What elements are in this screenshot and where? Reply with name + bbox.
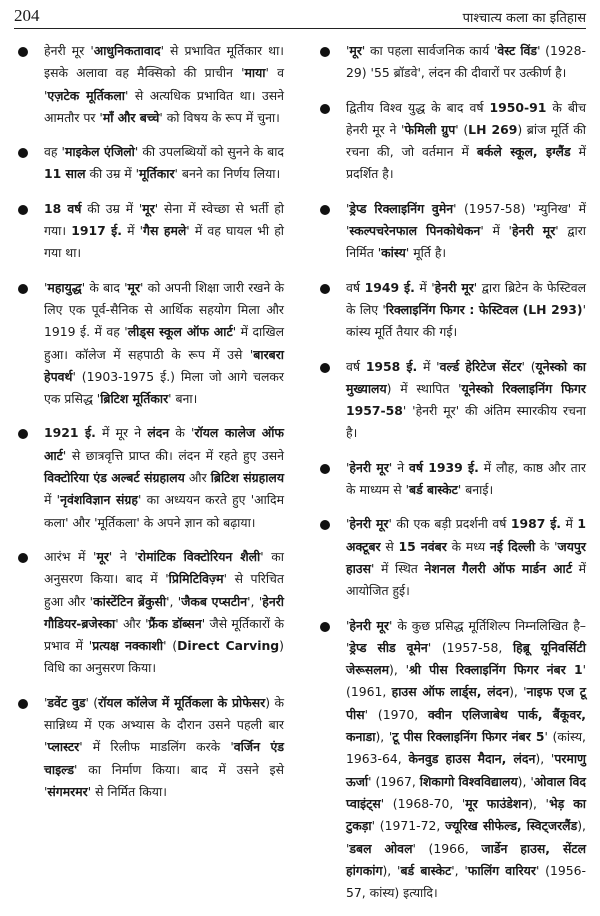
- body-text: ' (: [85, 694, 99, 710]
- bold-text: नई दिल्ली: [489, 538, 536, 554]
- bullet-item: [12, 198, 284, 265]
- bold-text: 1950-91: [489, 99, 547, 115]
- bold-text: डबल ओवल: [349, 840, 413, 856]
- body-text: ' का पहला सार्वजनिक कार्य ': [361, 43, 498, 58]
- bold-text: मूर: [349, 43, 362, 58]
- body-text: ' में स्थित: [370, 560, 425, 576]
- bullet-item: [12, 422, 284, 533]
- body-text: ' को विषय के रूप में चुना।: [159, 109, 280, 125]
- bold-text: कांस्टेंटिन ब्रेंकुसी: [93, 593, 167, 609]
- body-text: ), ': [528, 795, 549, 811]
- body-text: ' से निर्मित किया।: [87, 783, 167, 799]
- body-text: ': [346, 200, 350, 216]
- bold-text: नेशनल गैलरी ऑफ मार्डन आर्ट: [424, 560, 572, 576]
- bold-text: LH 269: [468, 121, 518, 137]
- body-text: ' सेना में स्वेच्छा से भर्ती हो गया।: [44, 200, 285, 239]
- body-text: और: [184, 470, 211, 486]
- body-text: ' में दाखिल हुआ। कॉलेज में सहपाठी के रूप में उसे ': [44, 324, 284, 362]
- body-text: ' से अत्यधिक प्रभावित था। उसने आमतौर पर ': [44, 87, 284, 125]
- bullet-dot-icon: [18, 47, 28, 57]
- body-text: ' के कुछ प्रसिद्ध मूर्तिशिल्प निम्नलिखित है– ': [346, 617, 586, 655]
- body-text: ' जैसे मूर्तिकारों के प्रभाव में ': [44, 615, 284, 654]
- bold-text: मूर फाउंडेशन: [465, 795, 529, 811]
- bullet-dot-icon: [320, 520, 330, 530]
- body-text: ', ': [451, 862, 468, 878]
- body-text: ' (1966,: [412, 840, 482, 856]
- right-column: [314, 40, 586, 916]
- running-title: पाश्चात्य कला का इतिहास: [462, 11, 586, 26]
- bullet-dot-icon: [320, 47, 330, 57]
- bold-text: क्वीन एलिजाबेथ पार्क, बैंकूवर, कनाडा: [346, 706, 586, 745]
- bold-text: भेड़ का टुकड़ा: [346, 795, 586, 834]
- body-text: ': [346, 43, 350, 58]
- bold-text: माया: [244, 65, 266, 81]
- body-text: ), ': [535, 751, 555, 767]
- bold-text: ओवाल विद प्वाइंट्स: [346, 773, 586, 811]
- body-text: ' द्वारा निर्मित ': [346, 223, 586, 261]
- bullet-item: [12, 141, 284, 186]
- body-text: ' मूर्ति है।: [405, 245, 447, 261]
- bold-text: माँ और बच्चे: [102, 109, 160, 125]
- bold-text: टू पीस रिक्लाइनिंग फिगर नंबर 5: [392, 729, 545, 745]
- bold-text: बर्ड बास्केट: [409, 482, 458, 498]
- bold-text: वर्ल्ड हेरिटेज सेंटर: [439, 358, 522, 374]
- bold-text: फ्रैंक डॉब्सन: [148, 615, 202, 631]
- body-text: ' (1957-58) 'म्युनिख' में ': [346, 200, 586, 239]
- body-text: ), ': [517, 773, 534, 789]
- body-text: ' से प्रभावित मूर्तिकार था। इसके अलावा वह मैक्सिको की प्राचीन ': [44, 43, 285, 81]
- bold-text: ड्रेप्ड रिक्लाइनिंग वुमेन: [349, 200, 454, 216]
- body-text: ' का अनुसरण किया। बाद में ': [44, 548, 284, 587]
- body-text: आरंभ में ': [44, 548, 97, 564]
- bold-text: हेनरी मूर: [349, 516, 389, 532]
- bullet-item: [12, 546, 284, 680]
- body-text: ' का अध्ययन करते हुए 'आदिम कला' और 'मूर्तिकला' के अपने ज्ञान को बढ़ाया।: [44, 492, 285, 530]
- bold-text: बर्ड बास्केट: [400, 862, 452, 878]
- bold-text: स्कल्पचरेनफाल पिनकोथेकन: [349, 223, 481, 239]
- body-text: ' (: [455, 121, 469, 137]
- bold-text: वर्जिन एंड चाइल्ड: [44, 739, 285, 777]
- bold-text: डवेंट वुड: [47, 694, 86, 710]
- bullet-dot-icon: [18, 148, 28, 158]
- body-text: ' से छात्रवृत्ति प्राप्त की। लंदन में रहते हुए उसने: [62, 447, 284, 463]
- body-text: ' बना।: [168, 391, 198, 407]
- bold-text: यूनेस्को रिक्लाइनिंग फिगर 1957-58: [346, 380, 586, 419]
- bold-text: कांस्य: [381, 245, 406, 261]
- bold-text: आधुनिकतावाद: [93, 43, 161, 58]
- bold-text: प्रिमिटिविज़्म: [168, 571, 224, 587]
- bold-text: यूनेस्को का मुख्यालय: [346, 358, 586, 396]
- bold-text: ड्रेप्ड सीड वूमेन: [349, 639, 428, 655]
- bold-text: माइकेल एंजिलो: [64, 144, 135, 160]
- bullet-item: [314, 457, 586, 502]
- bold-text: ज्यूरिख सीफेल्ड, स्विट्जरलैंड: [445, 818, 578, 834]
- bold-text: मूर: [142, 200, 155, 216]
- bullet-item: [314, 513, 586, 602]
- bold-text: मूर्तिकार: [139, 166, 175, 182]
- body-text: ), ': [375, 729, 393, 745]
- bold-text: फालिंग वारियर: [467, 862, 536, 878]
- bold-text: विक्टोरिया एंड अल्बर्ट संग्रहालय: [44, 470, 185, 486]
- bullet-dot-icon: [320, 622, 330, 632]
- body-text: ' में वह घायल भी हो गया था।: [44, 223, 285, 261]
- body-text: ': [346, 459, 350, 475]
- bullet-item: [12, 40, 284, 129]
- body-text: में: [561, 516, 578, 532]
- bold-text: ब्रिटिश मूर्तिकार: [100, 391, 169, 407]
- body-text: ', ': [247, 593, 263, 609]
- bold-text: बारबरा हेपवर्थ: [44, 346, 284, 384]
- body-text: ' में ': [480, 223, 512, 239]
- bold-text: 18 वर्ष: [44, 200, 82, 216]
- bold-text: Direct Carving: [177, 638, 280, 654]
- body-text: ' और ': [115, 615, 149, 631]
- bold-text: नाइफ एज टू पीस: [346, 684, 586, 722]
- body-text: में ': [417, 358, 440, 374]
- bold-text: 1949 ई.: [364, 279, 415, 295]
- body-text: ': [346, 617, 350, 633]
- body-text: की उम्र में ': [81, 200, 143, 216]
- bold-text: मूर: [127, 279, 141, 295]
- bullet-dot-icon: [320, 104, 330, 114]
- bold-text: लंदन: [147, 425, 170, 441]
- bold-text: रोमांटिक विक्टोरियन शैली: [137, 548, 261, 564]
- bullet-item: [12, 277, 284, 411]
- body-text: ) विधि का अनुसरण किया।: [44, 638, 284, 676]
- body-text: ' (: [163, 638, 178, 654]
- page-number: 204: [14, 6, 40, 25]
- body-text: ' (1903-1975 ई.) मिला जो आगे चलकर एक प्रसिद्ध ': [44, 368, 284, 407]
- body-text: ' 'हेनरी मूर' की अंतिम स्मारकीय रचना है।: [346, 403, 586, 441]
- bullet-item: [314, 615, 586, 905]
- body-text: ' व ': [44, 65, 284, 103]
- body-text: ' (1961,: [346, 662, 587, 700]
- bold-text: 1987 ई.: [510, 516, 562, 532]
- body-text: ': [346, 516, 350, 532]
- body-text: ' (1956-57, कांस्य) इत्यादि।: [346, 862, 586, 901]
- bullet-item: [314, 198, 586, 265]
- bold-text: एज़टेक मूर्तिकला: [47, 87, 125, 103]
- body-text: ' (1968-70, ': [380, 795, 466, 811]
- body-text: ' (1957-58,: [427, 639, 513, 655]
- bold-text: हिब्रू यूनिवर्सिटी जेरूसलम: [346, 639, 586, 678]
- body-text: ' बनने का निर्णय लिया।: [174, 166, 281, 182]
- page-header: [14, 6, 586, 29]
- bullet-dot-icon: [18, 699, 28, 709]
- body-text: में लौह, काष्ठ और तार के माध्यम से ': [346, 459, 586, 498]
- bold-text: वेस्ट विंड: [497, 43, 538, 58]
- body-text: ' से परिचित हुआ और ': [44, 571, 284, 609]
- body-text: में ': [414, 279, 435, 295]
- body-text: हेनरी मूर ': [44, 43, 94, 58]
- bullet-dot-icon: [18, 429, 28, 439]
- bullet-item: [314, 277, 586, 344]
- bold-text: गैस हमले: [143, 223, 187, 239]
- body-text: ), ': [382, 862, 401, 878]
- bold-text: प्रत्यक्ष नक्काशी: [92, 638, 164, 654]
- bold-text: जैकब एप्सटीन: [181, 593, 248, 609]
- bold-text: नृवंशविज्ञान संग्रह: [60, 492, 138, 508]
- bold-text: हेनरी गौडियर-ब्रजेस्का: [44, 593, 284, 631]
- bold-text: फेमिली ग्रुप: [404, 121, 456, 137]
- body-text: ' (1928-29) '55 ब्रॉडवे', लंदन की दीवारों पर उत्कीर्ण है।: [346, 43, 587, 81]
- body-text: के मध्य: [446, 538, 490, 554]
- bold-text: हेनरी मूर: [434, 279, 474, 295]
- body-text: ' को अपनी शिक्षा जारी रखने के लिए एक पूर्व-सैनिक से आर्थिक सहयोग मिला और 1919 ई. में वह ': [44, 279, 284, 340]
- bold-text: रॉयल कॉलेज में मूर्तिकला के प्रोफेसर: [98, 694, 266, 710]
- bold-text: 1958 ई.: [365, 358, 418, 374]
- body-text: ' कांस्य मूर्ति तैयार की गई।: [346, 301, 586, 340]
- bullet-dot-icon: [320, 363, 330, 373]
- bold-text: 15 नवंबर: [398, 538, 447, 554]
- body-text: ), ': [509, 684, 527, 700]
- bold-text: लीड्स स्कूल ऑफ आर्ट: [127, 324, 233, 340]
- body-text: ), ': [389, 662, 409, 678]
- bold-text: रॉयल कालेज ऑफ आर्ट: [44, 425, 284, 463]
- body-text: में मूर ने: [95, 425, 148, 441]
- bullet-dot-icon: [320, 464, 330, 474]
- bold-text: जयपुर हाउस: [346, 538, 586, 576]
- bold-text: जार्डेन हाउस, सेंटल हांगकांग: [346, 840, 586, 878]
- bold-text: परमाणु ऊर्जा: [346, 751, 586, 789]
- bullet-item: [314, 40, 586, 85]
- bullet-item: [314, 97, 586, 186]
- bold-text: संगमरमर: [47, 783, 88, 799]
- body-text: वर्ष: [346, 279, 365, 295]
- body-text: में प्रदर्शित है।: [346, 144, 586, 182]
- bold-text: हेनरी मूर: [349, 459, 389, 475]
- bold-text: वर्ष 1939 ई.: [408, 459, 479, 475]
- body-text: वह ': [44, 144, 65, 160]
- body-text: ) ब्रांज मूर्ति की रचना की, जो वर्तमान में: [346, 121, 586, 160]
- bold-text: शिकागो विश्वविद्यालय: [419, 773, 518, 789]
- bold-text: हेनरी मूर: [511, 223, 556, 239]
- bullet-dot-icon: [18, 205, 28, 215]
- bold-text: हेनरी मूर: [349, 617, 389, 633]
- body-text: ) में स्थापित ': [386, 380, 462, 396]
- body-text: ' की उपलब्धियों को सुनने के बाद: [134, 144, 284, 160]
- bold-text: हाउस ऑफ लार्ड्स, लंदन: [391, 684, 510, 700]
- bold-text: मूर: [96, 548, 109, 564]
- body-text: ) के सान्निध्य में एक अभ्यास के दौरान उसने पहली बार ': [44, 694, 284, 755]
- bold-text: प्लास्टर: [47, 739, 80, 755]
- body-text: ' (1967,: [368, 773, 420, 789]
- bold-text: 11 साल: [44, 166, 86, 182]
- body-text: ' का निर्माण किया। बाद में उसने इसे ': [44, 761, 284, 799]
- body-text: वर्ष: [346, 358, 366, 374]
- body-text: ' बनाई।: [457, 482, 494, 498]
- body-text: के बीच हेनरी मूर ने ': [346, 99, 586, 137]
- body-text: में ': [44, 492, 61, 508]
- bullet-dot-icon: [18, 553, 28, 563]
- bold-text: ब्रिटिश संग्रहालय: [210, 470, 285, 486]
- bullet-dot-icon: [320, 205, 330, 215]
- body-text: ' द्वारा ब्रिटेन के फेस्टिवल के लिए ': [346, 279, 586, 317]
- body-text: ': [44, 694, 48, 710]
- body-text: के ': [535, 538, 558, 554]
- left-column: [12, 40, 284, 815]
- bullet-dot-icon: [18, 284, 28, 294]
- bold-text: रिक्लाइनिंग फिगर : फेस्टिवल (LH 293): [385, 301, 583, 317]
- body-text: ' की एक बड़ी प्रदर्शनी वर्ष: [388, 516, 511, 532]
- body-text: द्वितीय विश्व युद्ध के बाद वर्ष: [346, 99, 490, 115]
- body-text: ' (कांस्य, 1963-64,: [346, 729, 587, 767]
- body-text: ' ने: [388, 459, 409, 475]
- body-text: ' में रिलीफ माडलिंग करके ': [79, 739, 234, 755]
- body-text: ), ': [346, 818, 586, 856]
- bold-text: श्री पीस रिक्लाइनिंग फिगर नंबर 1: [408, 662, 583, 678]
- body-text: ' ने ': [108, 548, 138, 564]
- body-text: ' के बाद ': [81, 279, 128, 295]
- bold-text: केनवुड हाउस मैदान, लंदन: [408, 751, 536, 767]
- body-text: के ': [169, 425, 195, 441]
- body-text: ' (1970,: [364, 706, 429, 722]
- body-text: ' (: [521, 358, 536, 374]
- bold-text: 1921 ई.: [44, 425, 96, 441]
- bold-text: 1 अक्टूबर: [346, 516, 586, 554]
- body-text: से: [380, 538, 399, 554]
- bullet-dot-icon: [320, 284, 330, 294]
- bold-text: बर्कले स्कूल, इग्लैंड: [476, 144, 571, 160]
- bullet-item: [314, 356, 586, 445]
- bullet-item: [12, 692, 284, 803]
- body-text: की उम्र में ': [85, 166, 140, 182]
- body-text: ', ': [166, 593, 182, 609]
- bold-text: 1917 ई.: [71, 223, 122, 239]
- body-text: में आयोजित हुई।: [346, 560, 586, 599]
- body-text: ' (1971-72,: [371, 818, 446, 834]
- bold-text: महायुद्ध: [47, 279, 82, 295]
- body-text: में ': [121, 223, 144, 239]
- body-text: ': [44, 279, 48, 295]
